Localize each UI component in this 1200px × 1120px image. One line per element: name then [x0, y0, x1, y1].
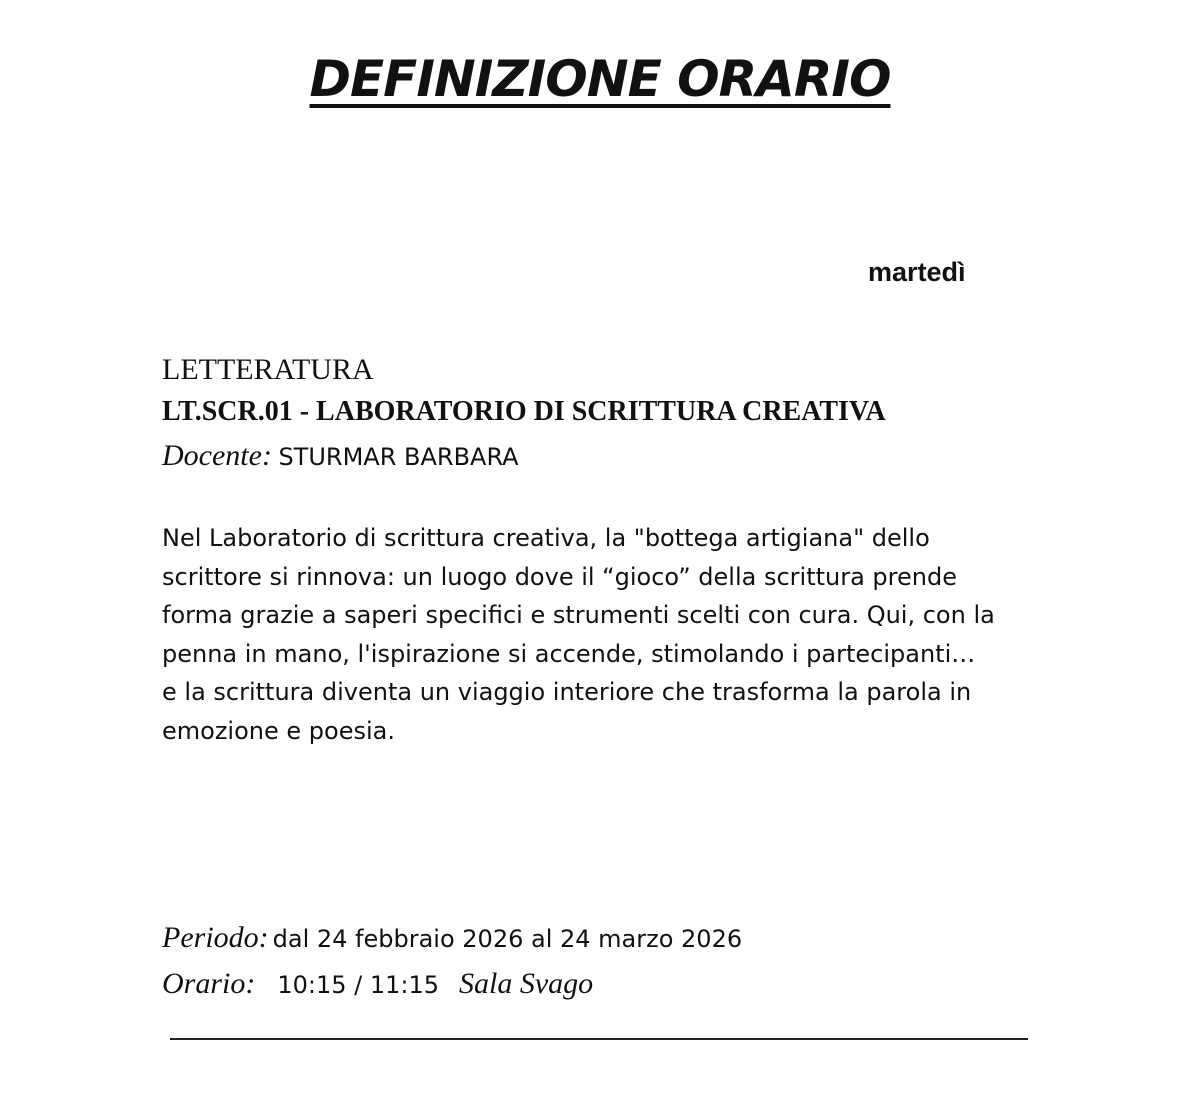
description-line: penna in mano, l'ispirazione si accende, stimolando i partecipanti… [162, 639, 976, 668]
description-line: e la scrittura diventa un viaggio interiore che trasforma la parola in [162, 678, 972, 706]
teacher-name: STURMAR BARBARA [278, 443, 519, 471]
description-line: forma grazie a saperi specifici e strumenti scelti con cura. Qui, con la [162, 601, 995, 629]
page-title-text: DEFINIZIONE ORARIO [309, 50, 891, 108]
period-label: Periodo: [162, 921, 269, 954]
subject-heading: LETTERATURA [162, 353, 374, 386]
hours-label: Orario: [162, 967, 256, 1000]
course-description [162, 519, 1062, 750]
description-line: emozione e poesia. [162, 716, 395, 745]
description-line: scrittore si rinnova: un luogo dove il “gioco” della scrittura prende [162, 562, 957, 591]
teacher-line [162, 436, 519, 477]
hours-value: 10:15 / 11:15 [277, 971, 440, 999]
description-line: Nel Laboratorio di scrittura creativa, la "bottega artigiana" dello [162, 524, 930, 552]
weekday-label: martedì [868, 257, 966, 287]
page-title [0, 44, 1200, 114]
period-line [162, 917, 742, 964]
hours-line [162, 963, 593, 1010]
period-value: dal 24 febbraio 2026 al 24 marzo 2026 [272, 925, 743, 953]
teacher-label: Docente: [162, 439, 272, 472]
room-name: Sala Svago [459, 967, 594, 1000]
divider-line [170, 1038, 1028, 1040]
course-title: LT.SCR.01 - LABORATORIO DI SCRITTURA CREATIVA [162, 396, 886, 427]
